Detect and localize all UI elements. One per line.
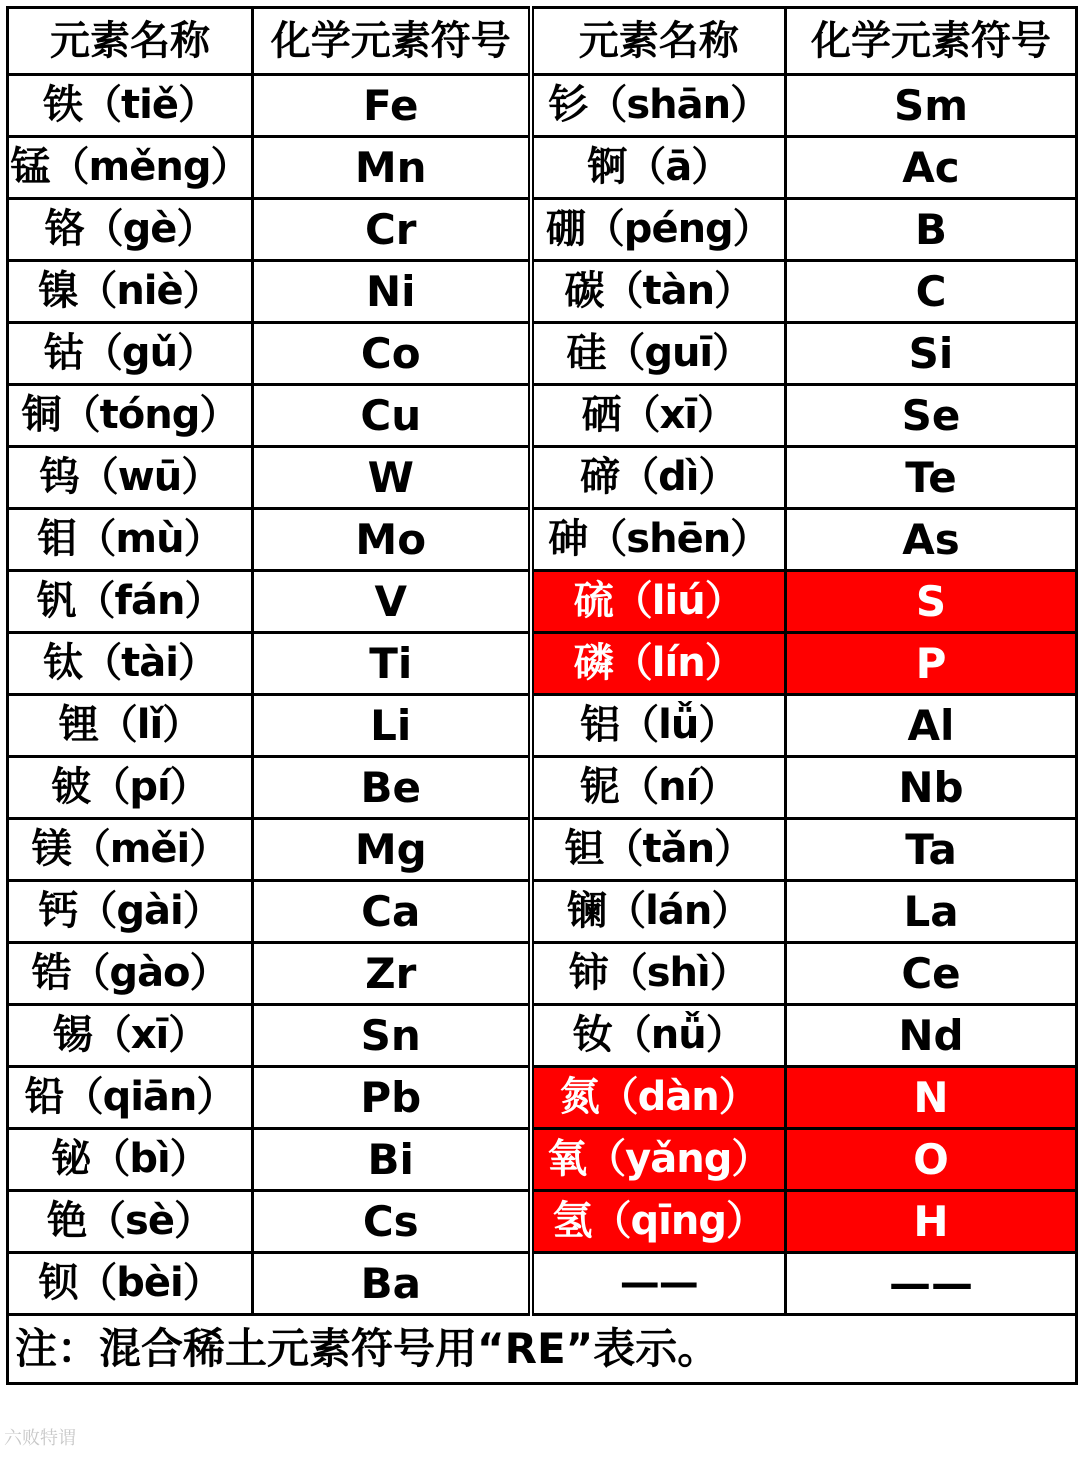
right-element-name: 氧（yǎng） <box>531 1129 786 1191</box>
table-row <box>8 385 1077 447</box>
left-element-name: 镁（měi） <box>8 819 253 881</box>
table-row <box>8 1129 1077 1191</box>
header-symbol-right: 化学元素符号 <box>786 8 1077 75</box>
right-element-name: 钕（nǚ） <box>531 1005 786 1067</box>
left-element-symbol: Cu <box>253 385 531 447</box>
corner-watermark: 六败特谓 <box>4 1428 76 1449</box>
left-element-name: 铁（tiě） <box>8 75 253 137</box>
right-element-symbol: As <box>786 509 1077 571</box>
right-element-symbol: Ta <box>786 819 1077 881</box>
table-row <box>8 1191 1077 1253</box>
table-row <box>8 819 1077 881</box>
left-element-name: 锂（lǐ） <box>8 695 253 757</box>
right-element-symbol: H <box>786 1191 1077 1253</box>
table-row <box>8 571 1077 633</box>
left-element-symbol: Li <box>253 695 531 757</box>
header-symbol-left: 化学元素符号 <box>253 8 531 75</box>
header-row <box>8 8 1077 75</box>
right-element-symbol: Se <box>786 385 1077 447</box>
table-row <box>8 1005 1077 1067</box>
right-element-symbol: La <box>786 881 1077 943</box>
right-element-name: 碲（dì） <box>531 447 786 509</box>
right-element-symbol: S <box>786 571 1077 633</box>
left-element-symbol: Ti <box>253 633 531 695</box>
element-symbol-table <box>6 6 1078 1385</box>
table-row <box>8 199 1077 261</box>
right-element-symbol: P <box>786 633 1077 695</box>
right-element-name: 砷（shēn） <box>531 509 786 571</box>
right-element-name: 硒（xī） <box>531 385 786 447</box>
table-row <box>8 75 1077 137</box>
right-element-name: 铌（ní） <box>531 757 786 819</box>
left-element-symbol: Zr <box>253 943 531 1005</box>
footnote: 注：混合稀土元素符号用“RE”表示。 <box>8 1315 1077 1384</box>
left-element-symbol: W <box>253 447 531 509</box>
right-element-name: 氢（qīng） <box>531 1191 786 1253</box>
right-element-symbol: —— <box>786 1253 1077 1315</box>
table-row <box>8 261 1077 323</box>
left-element-symbol: V <box>253 571 531 633</box>
left-element-symbol: Fe <box>253 75 531 137</box>
right-element-name: 镧（lán） <box>531 881 786 943</box>
table-row <box>8 695 1077 757</box>
left-element-symbol: Sn <box>253 1005 531 1067</box>
right-element-name: 硼（péng） <box>531 199 786 261</box>
left-element-name: 钼（mù） <box>8 509 253 571</box>
left-element-name: 钨（wū） <box>8 447 253 509</box>
left-element-symbol: Cr <box>253 199 531 261</box>
left-element-name: 铜（tóng） <box>8 385 253 447</box>
right-element-symbol: Ac <box>786 137 1077 199</box>
left-element-name: 钛（tài） <box>8 633 253 695</box>
left-element-name: 铯（sè） <box>8 1191 253 1253</box>
left-element-symbol: Pb <box>253 1067 531 1129</box>
left-element-name: 钡（bèi） <box>8 1253 253 1315</box>
left-element-name: 铍（pí） <box>8 757 253 819</box>
table-row <box>8 137 1077 199</box>
left-element-name: 铬（gè） <box>8 199 253 261</box>
left-element-name: 锆（gào） <box>8 943 253 1005</box>
left-element-name: 钒（fán） <box>8 571 253 633</box>
left-element-name: 钙（gài） <box>8 881 253 943</box>
right-element-name: 氮（dàn） <box>531 1067 786 1129</box>
left-element-symbol: Co <box>253 323 531 385</box>
right-element-symbol: Nb <box>786 757 1077 819</box>
right-element-name: 碳（tàn） <box>531 261 786 323</box>
left-element-name: 锡（xī） <box>8 1005 253 1067</box>
left-element-symbol: Ni <box>253 261 531 323</box>
table-row <box>8 943 1077 1005</box>
left-element-name: 铅（qiān） <box>8 1067 253 1129</box>
header-element-name-right: 元素名称 <box>531 8 786 75</box>
left-element-name: 镍（niè） <box>8 261 253 323</box>
right-element-symbol: Te <box>786 447 1077 509</box>
right-element-name: —— <box>531 1253 786 1315</box>
right-element-name: 铈（shì） <box>531 943 786 1005</box>
header-element-name-left: 元素名称 <box>8 8 253 75</box>
right-element-name: 磷（lín） <box>531 633 786 695</box>
left-element-symbol: Ba <box>253 1253 531 1315</box>
left-element-symbol: Mg <box>253 819 531 881</box>
table-row <box>8 447 1077 509</box>
right-element-name: 锕（ā） <box>531 137 786 199</box>
left-element-name: 钴（gǔ） <box>8 323 253 385</box>
right-element-symbol: B <box>786 199 1077 261</box>
table-row <box>8 509 1077 571</box>
left-element-symbol: Cs <box>253 1191 531 1253</box>
right-element-symbol: Al <box>786 695 1077 757</box>
left-element-symbol: Mn <box>253 137 531 199</box>
table-row <box>8 1067 1077 1129</box>
table-row <box>8 881 1077 943</box>
table-row <box>8 757 1077 819</box>
left-element-symbol: Be <box>253 757 531 819</box>
right-element-name: 硫（liú） <box>531 571 786 633</box>
right-element-name: 钐（shān） <box>531 75 786 137</box>
right-element-symbol: Nd <box>786 1005 1077 1067</box>
right-element-symbol: Ce <box>786 943 1077 1005</box>
right-element-symbol: O <box>786 1129 1077 1191</box>
right-element-symbol: Sm <box>786 75 1077 137</box>
right-element-name: 硅（guī） <box>531 323 786 385</box>
left-element-name: 锰（měng） <box>8 137 253 199</box>
right-element-symbol: Si <box>786 323 1077 385</box>
table-row <box>8 323 1077 385</box>
left-element-symbol: Bi <box>253 1129 531 1191</box>
left-element-symbol: Mo <box>253 509 531 571</box>
note-row <box>8 1315 1077 1384</box>
table-row <box>8 633 1077 695</box>
right-element-name: 铝（lǚ） <box>531 695 786 757</box>
left-element-symbol: Ca <box>253 881 531 943</box>
left-element-name: 铋（bì） <box>8 1129 253 1191</box>
table-row <box>8 1253 1077 1315</box>
right-element-name: 钽（tǎn） <box>531 819 786 881</box>
right-element-symbol: N <box>786 1067 1077 1129</box>
right-element-symbol: C <box>786 261 1077 323</box>
